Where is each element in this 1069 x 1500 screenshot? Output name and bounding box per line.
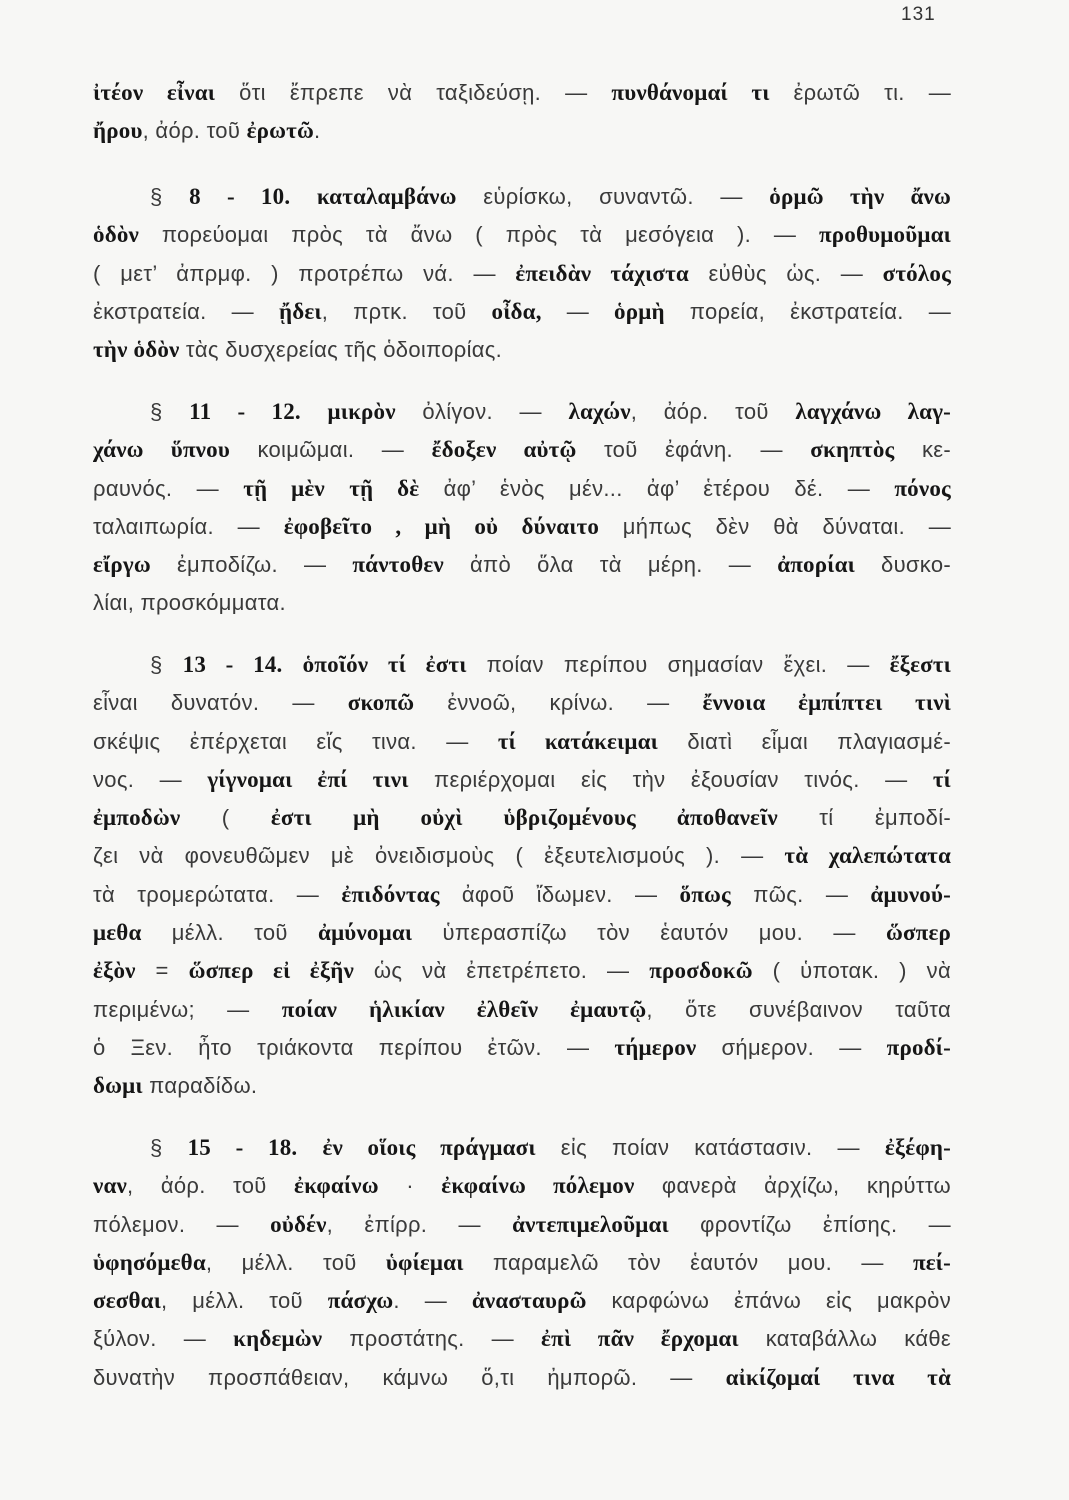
gloss-text: πορεία, ἐκστρατεία. — [664, 298, 951, 324]
headword: εἴργω [93, 552, 151, 578]
gloss-text: ὀλίγον. — [395, 399, 569, 424]
headword: ὑφησόμεθα [93, 1249, 206, 1275]
gloss-text: ποίαν περίπου σημασίαν ἔχει. — [466, 652, 890, 677]
gloss-text: , μέλλ. τοῦ [161, 1288, 328, 1314]
headword: ἐπιδόντας [341, 881, 440, 907]
text-line [93, 1029, 951, 1067]
text-line [93, 646, 951, 684]
headword: οἶδα, [491, 298, 542, 324]
gloss-text: καρφώνω ἐπάνω εἰς μακρὸν [586, 1288, 951, 1314]
headword: ἐμποδὼν [93, 805, 181, 831]
gloss-text [312, 805, 353, 830]
headword: γίγνομαι ἐπί τινι [207, 766, 409, 792]
gloss-text: λίαι, προσκόμματα. [93, 590, 286, 616]
headword: ἐπὶ πᾶν ἔρχομαι [541, 1326, 739, 1352]
text-line [93, 470, 951, 508]
text-line [93, 331, 951, 369]
headword: τί κατάκειμαι [497, 728, 658, 754]
text-line [93, 431, 951, 469]
headword: πυνθάνομαί τι [611, 80, 770, 105]
text-line [93, 393, 951, 431]
gloss-text: εἰς ποίαν κατάστασιν. — [535, 1135, 885, 1160]
headword: πάντοθεν [352, 552, 444, 578]
headword: σεσθαι [93, 1288, 162, 1314]
gloss-text: ἐρωτῶ τι. — [769, 80, 951, 105]
section-13-14 [93, 646, 951, 1106]
gloss-text: εὑρίσκω, συναντῶ. — [456, 184, 770, 209]
gloss-text: προστάτης. — [322, 1326, 542, 1352]
gloss-text: τί ἐμποδί- [777, 805, 951, 831]
headword: τί [932, 766, 951, 792]
headword: μεθα [93, 920, 142, 946]
headword: 13 - 14. [182, 652, 283, 677]
headword: ᾔδει [278, 298, 322, 324]
headword: ὅπως [679, 881, 731, 907]
gloss-text [301, 399, 328, 424]
gloss-text: τοῦ ἐφάνη. — [576, 437, 811, 463]
page-number: 131 [901, 4, 936, 25]
headword: ἀπορίαι [777, 552, 855, 578]
gloss-text: = [135, 958, 189, 984]
text-line [93, 178, 951, 216]
section-11-12 [93, 393, 951, 623]
gloss-text: δυνατὴν προσπάθειαν, κάμνω ὅ,τι ἠμπορῶ. — [93, 1364, 726, 1390]
gloss-text: πῶς. — [730, 881, 871, 907]
gloss-text: ἀπὸ ὅλα τὰ μέρη. — [443, 552, 778, 578]
gloss-text: διατὶ εἶμαι πλαγιασμέ- [657, 728, 951, 754]
text-line [93, 1129, 951, 1167]
headword: 11 - 12. [189, 399, 301, 424]
gloss-text: παραμελῶ τὸν ἑαυτόν μου. — [463, 1249, 913, 1275]
gloss-text: ὁ Ξεν. ἦτο τριάκοντα περίπου ἐτῶν. — [93, 1034, 615, 1060]
gloss-text: πορεύομαι πρὸς τὰ ἄνω ( πρὸς τὰ μεσόγεια ). — [139, 222, 819, 248]
headword: τὴν ὁδὸν [93, 337, 180, 363]
gloss-text: ( μετ’ ἀπρμφ. ) προτρέπω νά. — [93, 260, 516, 286]
headword: ἐξέφη- [884, 1135, 951, 1160]
text-line [93, 876, 951, 914]
headword: ἔννοια ἐμπίπτει τινὶ [702, 690, 951, 716]
text-line [93, 914, 951, 952]
text-line [93, 293, 951, 331]
gloss-text: , πρτκ. τοῦ [321, 298, 492, 324]
gloss-text: § [150, 399, 190, 424]
headword: τήμερον [614, 1034, 697, 1060]
headword: ἰτέον εἶναι [93, 80, 216, 105]
text-line [93, 684, 951, 722]
headword: ἀντεπιμελοῦμαι [512, 1211, 669, 1237]
headword: ἔδοξεν αὐτῷ [431, 437, 577, 463]
headword: στόλος [882, 260, 951, 286]
headword: ἐκφαίνω [294, 1173, 379, 1199]
gloss-text: , μέλλ. τοῦ [205, 1249, 386, 1275]
gloss-text: § [150, 1135, 188, 1160]
headword: ἔξεστι [889, 652, 951, 677]
gloss-text: ὑπερασπίζω τὸν ἑαυτόν μου. — [412, 920, 886, 946]
text-line [93, 1067, 951, 1105]
headword: ὁρμῶ τὴν ἄνω [769, 184, 951, 209]
gloss-text: § [150, 184, 190, 209]
headword: πόνος [894, 475, 951, 501]
headword: μικρὸν [327, 399, 396, 424]
gloss-text: , ὅτε συνέβαινον ταῦτα [646, 996, 951, 1022]
text-line [93, 1320, 951, 1358]
gloss-text: ξύλον. — [93, 1326, 234, 1352]
text-line [93, 952, 951, 990]
gloss-text: , ἀόρ. τοῦ [630, 399, 796, 424]
text-line [93, 546, 951, 584]
gloss-text: περιέρχομαι εἰς τὴν ἐξουσίαν τινός. — [408, 766, 933, 792]
text-line [93, 508, 951, 546]
gloss-text: μέλλ. τοῦ [141, 920, 319, 946]
text-line [93, 799, 951, 837]
gloss-text: ( ὑποτακ. ) νὰ [752, 958, 951, 984]
headword: ὁδὸν [93, 222, 140, 248]
headword: ὥσπερ εἰ ἐξῆν [188, 958, 355, 984]
gloss-text: περιμένω; — [93, 996, 282, 1022]
text-line [93, 1244, 951, 1282]
headword: χάνω ὕπνου [93, 437, 230, 463]
headword: ὥσπερ [885, 920, 951, 946]
text-line [93, 255, 951, 293]
gloss-text: ὡς νὰ ἐπετρέπετο. — [354, 958, 650, 984]
gloss-text: ἐκστρατεία. — [93, 298, 279, 324]
gloss-text: σήμερον. — [696, 1034, 887, 1060]
headword: τῇ δὲ [349, 475, 420, 501]
gloss-text: τὰ τρομερώτατα. — [93, 881, 342, 907]
headword: λαχών [568, 399, 631, 424]
headword: 8 - 10. [189, 184, 291, 209]
gloss-text: ζει νὰ φονευθῶμεν μὲ ὀνειδισμοὺς ( ἐξευτελισμούς ). — [93, 843, 785, 869]
headword: ὑφίεμαι [385, 1249, 464, 1275]
gloss-text: νος. — [93, 766, 208, 792]
gloss-text: , ἐπίρρ. — [326, 1211, 513, 1237]
gloss-text: ( [180, 805, 271, 831]
headword: προδί- [886, 1034, 951, 1060]
gloss-text: παραδίδω. [142, 1073, 258, 1099]
gloss-text: φροντίζω ἐπίσης. — [668, 1211, 951, 1237]
gloss-text: καταβάλλω κάθε [738, 1326, 951, 1352]
gloss-text: ὅτι ἔπρεπε νὰ ταξιδεύσῃ. — [215, 80, 612, 105]
headword: δωμι [93, 1073, 143, 1099]
paragraph-continuation [93, 74, 951, 151]
text-line [93, 112, 951, 150]
headword: ἐπειδὰν τάχιστα [515, 260, 689, 286]
headword: προσδοκῶ [649, 958, 753, 984]
gloss-text: , ἀόρ. τοῦ [127, 1173, 295, 1199]
text-line [93, 216, 951, 254]
headword: ὁποῖόν τί ἐστι [302, 652, 467, 677]
gloss-text: εὐθὺς ὡς. — [688, 260, 883, 286]
gloss-text [282, 652, 302, 677]
text-line [93, 74, 951, 112]
gloss-text: — [541, 298, 615, 324]
headword: πάσχω [327, 1288, 394, 1314]
text-line [93, 1359, 951, 1397]
headword: ποίαν ἡλικίαν ἐλθεῖν ἐμαυτῷ [281, 996, 647, 1022]
gloss-text: , ἀόρ. τοῦ [142, 118, 247, 144]
headword: αἰκίζομαί τινα τὰ [725, 1364, 951, 1390]
text-line [93, 1282, 951, 1320]
headword: ἐρωτῶ [246, 118, 314, 144]
headword: ἐφοβεῖτο , μὴ οὐ δύναιτο [283, 513, 600, 539]
headword: πεί- [912, 1249, 951, 1275]
headword: προθυμοῦμαι [818, 222, 951, 248]
gloss-text: . — [393, 1288, 472, 1314]
text-line [93, 584, 951, 622]
gloss-text: σκέψις ἐπέρχεται εἴς τινα. — [93, 728, 498, 754]
headword: 15 - 18. [187, 1135, 298, 1160]
headword: ἐν οἵοις πράγμασι [322, 1135, 536, 1160]
text-line [93, 991, 951, 1029]
gloss-text: φανερὰ ἀρχίζω, κηρύττω [634, 1173, 951, 1199]
headword: λαγχάνω λαγ- [795, 399, 951, 424]
headword: ἐξὸν [93, 958, 136, 984]
headword: μὴ οὐχὶ ὑβριζομένους ἀποθανεῖν [353, 805, 778, 831]
headword: κηδεμὼν [233, 1326, 323, 1352]
gloss-text: πόλεμον. — [93, 1211, 271, 1237]
gloss-text: § [150, 652, 183, 677]
headword: ἀμύνομαι [318, 920, 413, 946]
gloss-text: εἶναι δυνατόν. — [93, 690, 348, 716]
gloss-text: ἐννοῶ, κρίνω. — [414, 690, 703, 716]
gloss-text: τὰς δυσχερείας τῆς ὁδοιπορίας. [179, 337, 503, 363]
text-line [93, 1167, 951, 1205]
headword: οὐδέν [270, 1211, 327, 1237]
text-line [93, 837, 951, 875]
gloss-text: ἀφ’ ἑνὸς μέν... ἀφ’ ἑτέρου δέ. — [419, 475, 895, 501]
headword: ἐστι [270, 805, 312, 831]
headword: τὰ χαλεπώτατα [784, 843, 951, 869]
text-line [93, 1206, 951, 1244]
headword: ναν [93, 1173, 127, 1199]
gloss-text: · [378, 1173, 442, 1199]
headword: ἐκφαίνω πόλεμον [441, 1173, 635, 1199]
gloss-text: . [313, 118, 321, 144]
gloss-text [290, 184, 317, 209]
gloss-text: ραυνός. — [93, 475, 244, 501]
gloss-text: κε- [894, 437, 951, 463]
gloss-text: ταλαιπωρία. — [93, 513, 284, 539]
headword: σκοπῶ [347, 690, 415, 716]
gloss-text [297, 1135, 322, 1160]
gloss-text [325, 476, 349, 501]
headword: τῇ μὲν [243, 475, 325, 501]
headword: σκηπτὸς [810, 437, 895, 463]
gloss-text: ἐμποδίζω. — [150, 552, 353, 578]
gloss-text: δυσκο- [854, 552, 951, 578]
headword: ἤρου [93, 118, 143, 144]
gloss-text: κοιμῶμαι. — [229, 437, 432, 463]
text-line [93, 723, 951, 761]
gloss-text: ἀφοῦ ἴδωμεν. — [439, 881, 680, 907]
gloss-text: μήπως δὲν θὰ δύναται. — [599, 513, 951, 539]
text-line [93, 761, 951, 799]
section-8-10 [93, 178, 951, 369]
headword: ἀμυνού- [870, 881, 951, 907]
section-15-18 [93, 1129, 951, 1397]
headword: ἀνασταυρῶ [471, 1288, 587, 1314]
headword: καταλαμβάνω [316, 184, 457, 209]
headword: ὁρμὴ [614, 298, 665, 324]
